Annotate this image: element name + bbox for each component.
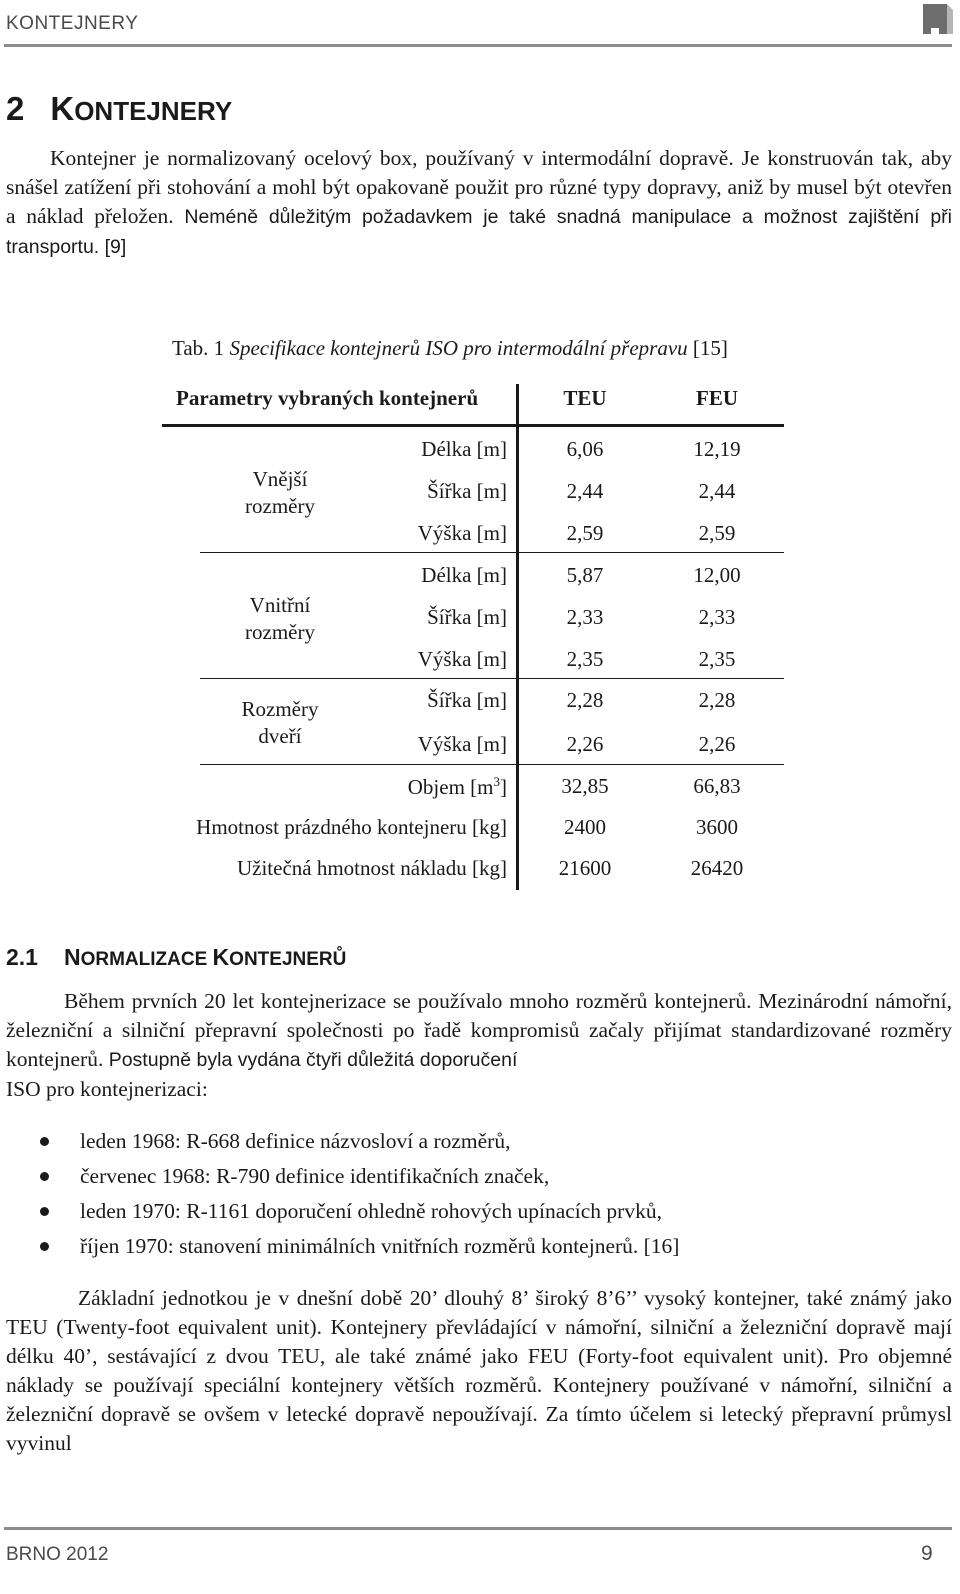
- section-paragraph-text: Během prvních 20 let kontejnerizace se používalo mnoho rozměrů kontejnerů. Mezinárodní námořní, železniční a silniční přepravní společnosti po řadě kompromisů začaly přijímat standardizované rozměry kontejnerů.: [6, 989, 952, 1071]
- iso-recommendations-list: [40, 1124, 679, 1264]
- bullet-icon: [40, 1172, 49, 1181]
- table-cell-feu: 2,59: [698, 521, 736, 545]
- table-row-label: Hmotnost prázdného kontejneru [kg]: [196, 815, 507, 839]
- volume-label: Objem [m: [407, 775, 494, 799]
- table-header-teu: TEU: [563, 386, 607, 410]
- table-row-label: Výška [m]: [417, 521, 507, 545]
- table-row-label: Šířka [m]: [427, 688, 507, 712]
- footer-location-year: BRNO 2012: [6, 1544, 109, 1565]
- list-item-text: leden 1968: R-668 definice názvosloví a rozměrů,: [80, 1129, 511, 1153]
- list-item: [40, 1229, 679, 1264]
- list-item: [40, 1124, 679, 1159]
- table-row-label: Délka [m]: [421, 563, 507, 587]
- table-cell-teu: 5,87: [566, 563, 604, 587]
- table-group-rule: [200, 764, 784, 765]
- section-paragraph-sans-text: Postupně byla vydána čtyři důležitá doporučení: [108, 1049, 518, 1071]
- table-cell-feu: 2,35: [698, 647, 736, 671]
- table-cell-teu: 2,35: [566, 647, 604, 671]
- table-cell-feu: 2,26: [698, 732, 736, 756]
- chapter-title-initial: K: [50, 90, 75, 127]
- spec-table: [162, 380, 786, 890]
- volume-label-exponent: 3: [493, 774, 500, 789]
- table-group-label: [210, 696, 350, 750]
- intro-paragraph: [6, 144, 952, 262]
- chapter-title: [6, 90, 232, 128]
- section-title-initial: K: [212, 944, 230, 970]
- intro-paragraph-sans-text: Neméně důležitým požadavkem je také snadná manipulace a možnost zajištění při transportu. [9]: [6, 206, 952, 258]
- group-label-line: rozměry: [245, 494, 315, 518]
- table-cell-teu: 2,26: [566, 732, 604, 756]
- table-row-label-volume: [342, 774, 507, 800]
- table-header-param: Parametry vybraných kontejnerů: [176, 386, 479, 410]
- section-title-initial: N: [63, 944, 81, 970]
- section-title: [6, 944, 346, 971]
- table-row-label: Šířka [m]: [427, 479, 507, 503]
- table-row-label: Užitečná hmotnost nákladu [kg]: [236, 856, 507, 880]
- volume-label-end: ]: [500, 775, 507, 799]
- section-paragraph: [6, 987, 952, 1104]
- table-cell-feu: 2,33: [698, 605, 736, 629]
- table-row-label: Šířka [m]: [427, 605, 507, 629]
- table-cell-feu: 12,19: [693, 437, 741, 461]
- chapter-title-rest: ONTEJNERY: [74, 96, 233, 126]
- list-item-text: červenec 1968: R-790 definice identifikačních značek,: [80, 1164, 550, 1188]
- section-title-part: ORMALIZACE: [80, 949, 213, 970]
- table-cell-feu: 2,28: [698, 688, 736, 712]
- bullet-icon: [40, 1207, 49, 1216]
- table-cell-feu: 3600: [696, 815, 738, 839]
- table-cell-teu: 32,85: [561, 774, 609, 798]
- table-row-label: Délka [m]: [421, 437, 507, 461]
- table-header-rule: [162, 424, 784, 427]
- bullet-icon: [40, 1137, 49, 1146]
- table-row-label: Výška [m]: [417, 732, 507, 756]
- table-cell-feu: 26420: [690, 856, 744, 880]
- group-label-line: Vnitřní: [249, 593, 311, 617]
- table-group-label: [210, 466, 350, 520]
- footer-divider: [4, 1527, 952, 1530]
- list-item: [40, 1194, 679, 1229]
- list-item-text: leden 1970: R-1161 doporučení ohledně rohových upínacích prvků,: [80, 1199, 662, 1223]
- table-cell-teu: 2,59: [566, 521, 604, 545]
- table-caption: [172, 336, 728, 361]
- table-group-label: [210, 592, 350, 646]
- logo-icon: [921, 4, 953, 34]
- bullet-icon: [40, 1242, 49, 1251]
- section-paragraph-tail: ISO pro kontejnerizaci:: [6, 1077, 208, 1101]
- table-group-rule: [200, 678, 784, 679]
- list-item: [40, 1159, 679, 1194]
- running-header-title: KONTEJNERY: [6, 13, 139, 34]
- table-cell-teu: 6,06: [566, 437, 604, 461]
- table-header-feu: FEU: [696, 386, 738, 410]
- table-cell-teu: 21600: [558, 856, 612, 880]
- table-cell-feu: 2,44: [698, 479, 736, 503]
- intro-paragraph-text: Kontejner je normalizovaný ocelový box, používaný v intermodální dopravě. Je konstruován tak, aby snášel zatížení při stohování a mohl být opakovaně použit pro různé typy dopravy, aniž by musel být otevřen a náklad přeložen.: [6, 146, 952, 228]
- body-paragraph: Základní jednotkou je v dnešní době 20’ dlouhý 8’ široký 8’6’’ vysoký kontejner, také známý jako TEU (Twenty-foot equivalent unit). Kontejnery převládající v námořní, silniční a železniční dopravě mají délku 40’, sestávající z dvou TEU, ale také známé jako FEU (Forty-foot equivalent unit). Pro objemné náklady se používají speciální kontejnery větších rozměrů. Kontejnery používané v námořní, silniční a železniční dopravě se ovšem v letecké dopravě nepoužívají. Za tímto účelem si letecký přepravní průmysl vyvinul: [6, 1286, 952, 1455]
- group-label-line: Rozměry: [241, 697, 319, 721]
- table-cell-teu: 2400: [564, 815, 606, 839]
- caption-prefix: Tab. 1: [172, 336, 230, 360]
- header-divider: [4, 44, 952, 47]
- table-cell-teu: 2,44: [566, 479, 604, 503]
- table-cell-teu: 2,33: [566, 605, 604, 629]
- table-cell-feu: 12,00: [693, 563, 741, 587]
- group-label-line: Vnější: [252, 467, 308, 491]
- page-number: 9: [921, 1542, 933, 1565]
- group-label-line: dveří: [258, 724, 302, 748]
- table-group-rule: [200, 552, 784, 553]
- table-cell-teu: 2,28: [566, 688, 604, 712]
- section-number: 2.1: [6, 944, 38, 970]
- caption-reference: [15]: [687, 336, 728, 360]
- table-row-label: Výška [m]: [417, 647, 507, 671]
- group-label-line: rozměry: [245, 620, 315, 644]
- table-vertical-rule: [516, 384, 519, 890]
- chapter-number: 2: [6, 90, 25, 127]
- section-title-part: ONTEJNERŮ: [229, 949, 347, 970]
- caption-title: Specifikace kontejnerů ISO pro intermodální přepravu: [229, 336, 688, 360]
- list-item-text: říjen 1970: stanovení minimálních vnitřních rozměrů kontejnerů. [16]: [80, 1234, 680, 1258]
- table-cell-feu: 66,83: [693, 774, 741, 798]
